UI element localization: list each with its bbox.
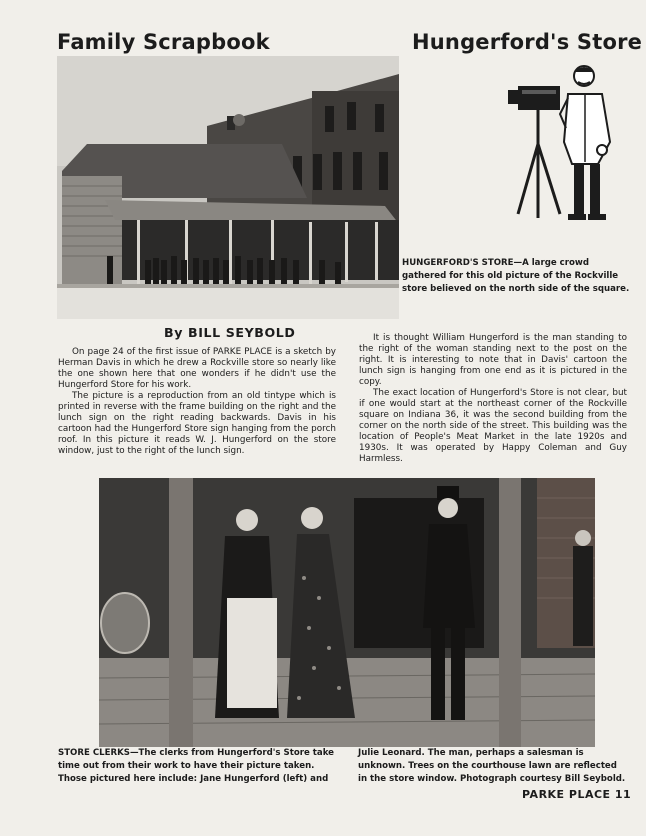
- article-paragraph: On page 24 of the first issue of PARKE PLACE is a sketch by Herman Davis in which he drew a Rockville store so nearly like the one shown here that one wonders if he didn't use the Hungerford Store for his work.: [58, 347, 336, 390]
- store-clerks-illustration: [99, 478, 595, 747]
- article-right-column: [359, 333, 627, 465]
- article-paragraph: It is thought William Hungerford is the man standing to the right of the woman standing next to the post on the right. It is interesting to note that in Davis' cartoon the lunch sign is hanging from one end as it is pictured in the copy.: [359, 333, 627, 387]
- store-clerks-photo: [99, 478, 595, 747]
- store-building-photo: [57, 56, 399, 319]
- clerks-photo-caption-left: STORE CLERKS—The clerks from Hungerford's Store take time out from their work to have their picture taken. Those pictured here include: Jane Hungerford (left) and: [58, 748, 335, 784]
- article-left-column: [58, 347, 336, 457]
- cameraman-illustration: [498, 62, 620, 224]
- article-paragraph: The exact location of Hungerford's Store is not clear, but if one would start at the northeast corner of the Rockville square on Indiana 36, it was the second building from the corner on the north side of the street. This building was the location of People's Meat Market in the late 1920s and 1930s. It was operated by Happy Coleman and Guy Harmless.: [359, 388, 627, 464]
- article-paragraph: The picture is a reproduction from an old tintype which is printed in reverse with the frame building on the right and the lunch sign on the right reading backwards. Davis in his cartoon had the Hungerford Store sign hanging from the porch roof. In this picture it reads W. J. Hungerford on the store window, just to the right of the lunch sign.: [58, 391, 336, 456]
- clerks-photo-caption-right: Julie Leonard. The man, perhaps a salesman is unknown. Trees on the courthouse lawn are reflected in the store window. Photograph courtesy Bill Seybold.: [358, 748, 626, 784]
- store-building-illustration: [57, 56, 399, 319]
- article-title: Hungerford's Store: [412, 30, 643, 54]
- page-folio: PARKE PLACE 11: [522, 788, 632, 801]
- store-photo-caption: HUNGERFORD'S STORE—A large crowd gathered for this old picture of the Rockville store believed on the north side of the square.: [402, 258, 630, 294]
- section-title: Family Scrapbook: [57, 30, 270, 54]
- camera-tripod-icon: [498, 62, 620, 224]
- byline: By BILL SEYBOLD: [164, 325, 296, 340]
